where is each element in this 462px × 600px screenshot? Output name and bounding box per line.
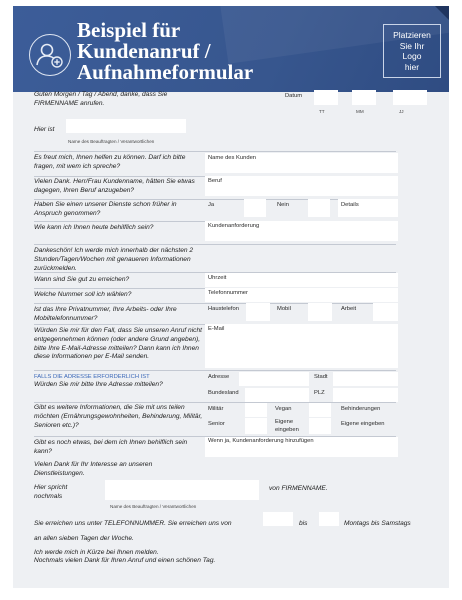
closing-reach-text: Sie erreichen uns unter TELEFONNUMMER. Sie erreichen uns von (34, 520, 232, 527)
question-phone-type: Ist das Ihre Privatnummer, Ihre Arbeits- oder Ihre Mobiltelefonnummer? (34, 306, 177, 322)
question-email: Würden Sie mir für den Fall, dass Sie unseren Anruf nicht entgegennehmen können (oder andere Grund angeben), bitte Ihre E-Mail-Adresse mitteilen? Dann kann ich Ihnen diese Informationen per E-Mail senden. (34, 327, 202, 361)
custom-label-1: Eigene eingeben (275, 419, 299, 433)
closing-until: bis (299, 520, 308, 527)
row-divider (34, 151, 396, 152)
form-title (77, 20, 253, 83)
logo-text: Logo (402, 51, 422, 61)
job-label: Beruf (208, 178, 222, 184)
yes-checkbox[interactable] (244, 199, 266, 217)
closing-rep-name-field[interactable] (105, 480, 259, 500)
date-month-field[interactable] (352, 90, 376, 105)
closing-goodbye-1: Ich werde mich in Kürze bei Ihnen melden. (34, 549, 159, 556)
no-label: Nein (277, 202, 289, 208)
logo-text: Sie Ihr (399, 40, 425, 51)
zip-label: PLZ (314, 390, 325, 396)
hours-from-field[interactable] (263, 512, 293, 526)
request-label: Kundenanforderung (208, 223, 260, 229)
month-caption: MM (356, 109, 364, 114)
logo-text: hier (404, 61, 420, 72)
work-checkbox[interactable] (373, 303, 398, 321)
time-field[interactable] (205, 273, 398, 287)
here-is-text: Hier ist (34, 126, 55, 133)
email-field[interactable] (205, 324, 398, 368)
senior-checkbox[interactable] (245, 418, 267, 434)
closing-thanks: Vielen Dank für Ihr Interesse an unseren Dienstleistungen. (34, 461, 153, 477)
row-divider (34, 244, 396, 245)
zip-field[interactable] (333, 388, 398, 402)
email-label: E-Mail (208, 326, 225, 332)
question-job: Vielen Dank. Herr/Frau Kundenname, hätten Sie etwas dagegen, Ihren Beruf anzugeben? (34, 178, 195, 194)
question-anything-else: Gibt es noch etwas, bei dem ich Ihnen behilflich sein kann? (34, 439, 188, 455)
date-day-field[interactable] (314, 90, 338, 105)
additional-request-label: Wenn ja, Kundenanforderung hinzufügen (208, 438, 314, 444)
title-line: Kundenanruf / (77, 39, 211, 63)
state-label: Bundesland (208, 390, 239, 396)
address-field[interactable] (239, 372, 309, 386)
custom-label-2: Eigene eingeben (341, 421, 385, 427)
question-prior: Haben Sie einen unserer Dienste schon früher in Anspruch genommen? (34, 201, 177, 217)
time-label: Uhrzeit (208, 275, 227, 281)
phone-number-label: Telefonnummer (208, 290, 248, 296)
yes-label: Ja (208, 202, 215, 208)
user-add-icon (29, 34, 71, 76)
customer-name-label: Name des Kunden (208, 155, 257, 161)
logo-text: Platzieren (393, 30, 431, 40)
closing-spoken: Hier spricht nochmals (34, 484, 68, 500)
question-help: Es freut mich, Ihnen helfen zu können. Darf ich bitte fragen, mit wem ich spreche? (34, 154, 186, 170)
row-divider (34, 402, 396, 403)
title-line: Beispiel für (77, 18, 181, 42)
disability-label: Behinderungen (341, 406, 381, 412)
closing-days: Montags bis Samstags (344, 520, 411, 527)
mobile-label: Mobil (277, 306, 291, 312)
home-phone-label: Haustelefon (208, 306, 239, 312)
mobile-checkbox[interactable] (308, 303, 332, 321)
city-label: Stadt (314, 374, 328, 380)
date-label: Datum (285, 93, 303, 99)
greeting-text: Guten Morgen / Tag / Abend, danke, dass Sie FIRMENNAME anrufen. (34, 91, 168, 107)
custom-checkbox-1[interactable] (309, 418, 331, 434)
day-caption: TT (319, 109, 325, 114)
date-year-field[interactable] (393, 90, 427, 105)
details-label: Details (341, 202, 359, 208)
address-note: FALLS DIE ADRESSE ERFORDERLICH IST (34, 374, 150, 380)
state-field[interactable] (245, 388, 309, 402)
no-checkbox[interactable] (308, 199, 330, 217)
logo-placeholder (383, 24, 441, 78)
job-field[interactable] (205, 176, 398, 196)
military-checkbox[interactable] (245, 403, 267, 417)
question-more-info: Gibt es weitere Informationen, die Sie mit uns teilen möchten (Ernährungsgewohnheiten, Behinderung, Militär, Senioren etc.)? (34, 404, 203, 429)
row-divider (34, 370, 396, 371)
row-divider (34, 303, 396, 304)
closing-goodbye-2: Nochmals vielen Dank für Ihren Anruf und einen schönen Tag. (34, 557, 216, 564)
city-field[interactable] (333, 372, 398, 386)
header-banner (13, 6, 449, 92)
hours-to-field[interactable] (319, 512, 339, 526)
closing-rep-caption: Name des Beauftragten / Verantwortlichen (110, 504, 197, 509)
closing-from-company: von FIRMENNAME. (269, 485, 328, 492)
question-address: Würden Sie mir bitte Ihre Adresse mitteilen? (34, 381, 163, 388)
home-phone-checkbox[interactable] (246, 303, 270, 321)
address-label: Adresse (208, 374, 230, 380)
rep-name-field[interactable] (66, 119, 186, 133)
military-label: Militär (208, 406, 224, 412)
year-caption: JJ (399, 109, 404, 114)
question-reach: Wann sind Sie gut zu erreichen? (34, 276, 130, 283)
question-which: Welche Nummer soll ich wählen? (34, 291, 132, 298)
question-how: Wie kann ich Ihnen heute behilflich sein? (34, 224, 154, 231)
rep-caption: Name des Beauftragten / Verantwortlichen (68, 139, 155, 144)
callback-text: Dankeschön! Ich werde mich innerhalb der nächsten 2 Stunden/Tagen/Wochen mit genaueren Informationen zurückmelden. (34, 247, 194, 272)
closing-all-days: an allen sieben Tagen der Woche. (34, 535, 134, 542)
form-page (13, 6, 449, 588)
title-line: Aufnahmeformular (77, 60, 254, 84)
senior-label: Senior (208, 421, 225, 427)
header-corner (435, 6, 449, 20)
vegan-label: Vegan (275, 406, 292, 412)
work-label: Arbeit (341, 306, 357, 312)
vegan-checkbox[interactable] (309, 403, 331, 417)
